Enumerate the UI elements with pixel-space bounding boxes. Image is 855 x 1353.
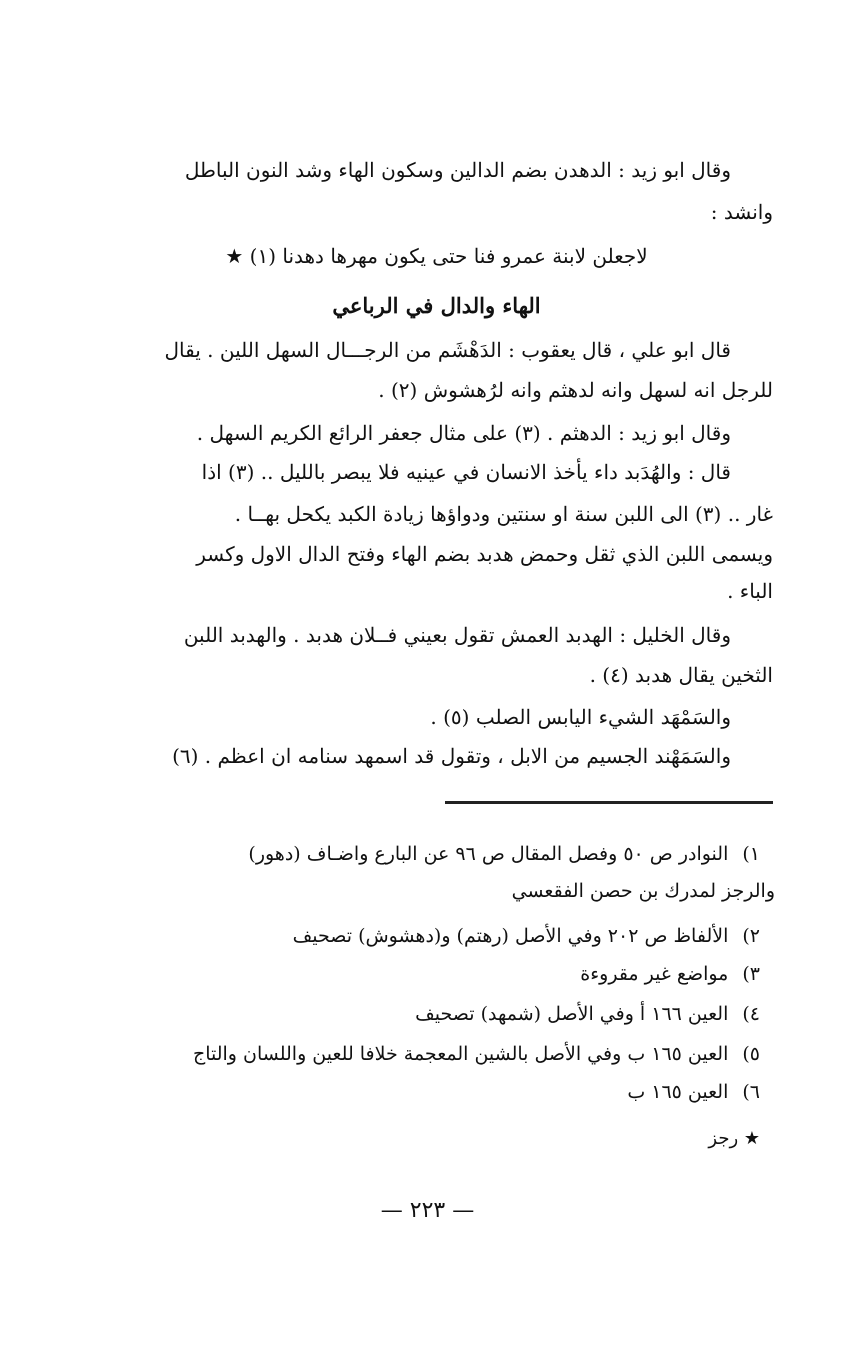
footnote-6 — [110, 1080, 760, 1104]
footnote-number: ٦) — [742, 1081, 760, 1103]
footnote-1 — [110, 842, 760, 866]
footnote-3 — [110, 962, 760, 986]
footnote-number: ٥) — [742, 1043, 760, 1065]
paragraph-line: ويسمى اللبن الذي ثقل وحمض هدبد بضم الهاء وفتح الدال الاول وكسر — [196, 542, 773, 566]
body-line-2: وانشد : — [710, 200, 773, 224]
paragraph-line: والسَمْهَد الشيء اليابس الصلب (٥) . — [430, 705, 731, 729]
footnote-divider — [445, 801, 773, 804]
footnote-text: والرجز لمدرك بن حصن الفقعسي — [511, 880, 775, 902]
paragraph-line: وقال الخليل : الهدبد العمش تقول بعيني فــلان هدبد . والهدبد اللبن — [183, 623, 731, 647]
footnote-text: مواضع غير مقروءة — [580, 963, 729, 985]
paragraph-line: الباء . — [727, 579, 773, 603]
footnote-text: العين ١٦٦ أ وفي الأصل (شمهد) تصحيف — [415, 1003, 729, 1025]
footnote-number: ٢) — [742, 925, 760, 947]
footnote-number: ٤) — [742, 1003, 760, 1025]
paragraph-line: للرجل انه لسهل وانه لدهثم وانه لرُهشوش (٢) . — [378, 378, 773, 402]
body-line-1: وقال ابو زيد : الدهدن بضم الدالين وسكون الهاء وشد النون الباطل — [184, 158, 731, 182]
paragraph-line: غار .. (٣) الى اللبن سنة او سنتين ودواؤها زيادة الكبد يكحل بهــا . — [234, 502, 773, 526]
footnote-number: ٣) — [742, 963, 760, 985]
section-heading: الهاء والدال في الرباعي — [332, 293, 541, 318]
footnote-text: النوادر ص ٥٠ وفصل المقال ص ٩٦ عن البارع واضـاف (دهور) — [248, 843, 729, 865]
footnote-5 — [110, 1042, 760, 1066]
paragraph-line: قال ابو علي ، قال يعقوب : الدَهْشَم من الرجـــال السهل اللين . يقال — [164, 338, 731, 362]
paragraph-line: والسَمَهْند الجسيم من الابل ، وتقول قد اسمهد سنامه ان اعظم . (٦) — [172, 744, 731, 768]
footnote-4 — [110, 1002, 760, 1026]
paragraph-line: قال : والهُدَبد داء يأخذ الانسان في عينيه فلا يبصر بالليل .. (٣) اذا — [201, 460, 731, 484]
footnote-2 — [110, 924, 760, 948]
footnote-text: العين ١٦٥ ب وفي الأصل بالشين المعجمة خلافا للعين واللسان والتاج — [192, 1043, 729, 1065]
footnote-text: ★ رجز — [708, 1128, 760, 1149]
paragraph-line: الثخين يقال هدبد (٤) . — [589, 663, 773, 687]
footnote-number: ١) — [742, 843, 760, 865]
footnote-1-continuation — [110, 879, 775, 903]
verse-line: لاجعلن لابنة عمرو فنا حتى يكون مهرها دهدنا (١) ★ — [225, 244, 648, 268]
footnote-star — [110, 1126, 760, 1151]
page-number: — ٢٢٣ — — [380, 1198, 475, 1223]
footnote-text: الألفاظ ص ٢٠٢ وفي الأصل (رهتم) و(دهشوش) تصحيف — [292, 925, 729, 947]
paragraph-line: وقال ابو زيد : الدهثم . (٣) على مثال جعفر الرائع الكريم السهل . — [196, 421, 731, 445]
footnote-text: العين ١٦٥ ب — [627, 1081, 729, 1103]
